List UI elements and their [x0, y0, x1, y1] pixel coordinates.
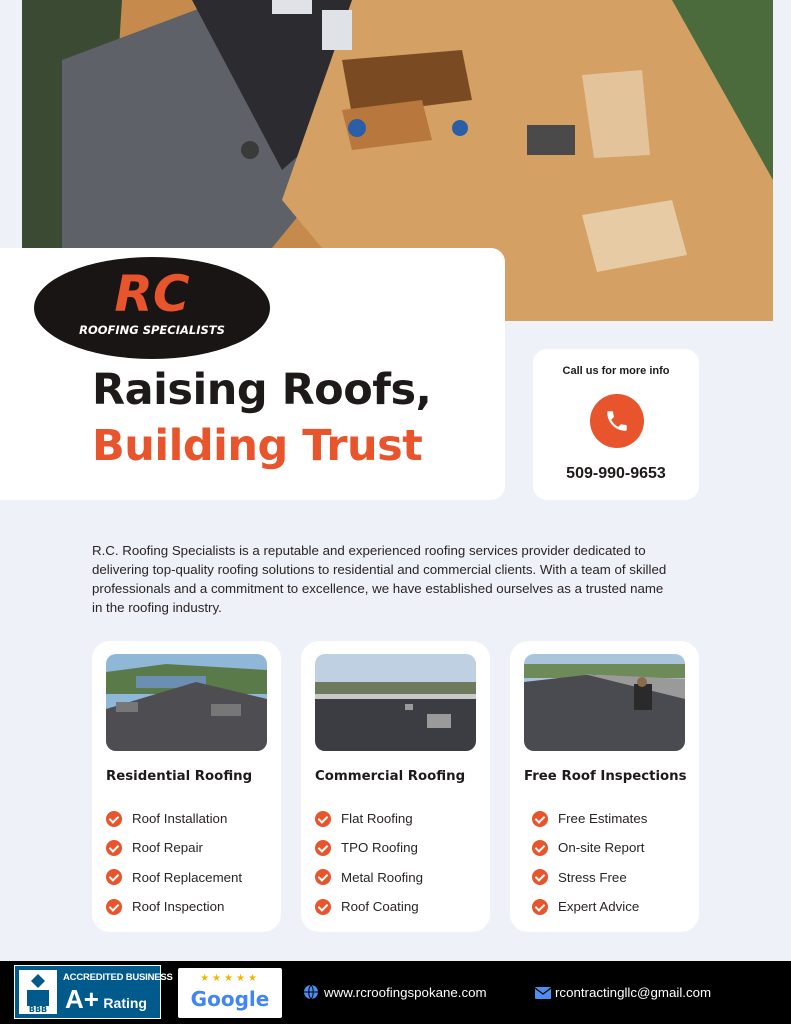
list-item: Expert Advice	[532, 892, 647, 921]
star-rating-icon: ★★★★★	[200, 973, 260, 984]
service-list	[106, 804, 242, 921]
service-card-residential	[92, 641, 281, 932]
page-title	[92, 362, 431, 474]
call-label: Call us for more info	[562, 365, 670, 377]
service-list	[532, 804, 647, 921]
check-icon	[532, 811, 548, 827]
service-title: Commercial Roofing	[315, 769, 466, 784]
check-icon	[532, 899, 548, 915]
check-icon	[315, 869, 331, 885]
bbb-badge	[14, 965, 173, 1019]
list-item: Roof Repair	[106, 833, 242, 862]
service-title: Free Roof Inspections	[524, 769, 687, 784]
service-title: Residential Roofing	[106, 769, 253, 784]
mail-icon	[535, 987, 551, 999]
list-item: Flat Roofing	[315, 804, 423, 833]
svg-text:Google: Google	[190, 987, 270, 1011]
phone-icon[interactable]	[590, 394, 644, 448]
bbb-rating-label: Rating	[103, 995, 147, 1011]
rc-roofing-logo	[33, 256, 271, 360]
list-item: Roof Installation	[106, 804, 242, 833]
globe-icon	[303, 984, 319, 1000]
bbb-logo-text: BBB	[28, 1005, 48, 1014]
google-wordmark	[178, 985, 282, 1019]
check-icon	[315, 840, 331, 856]
service-card-inspections	[510, 641, 699, 932]
bbb-logo-icon	[19, 970, 57, 1014]
list-item: On-site Report	[532, 833, 647, 862]
list-item: Roof Coating	[315, 892, 423, 921]
service-card-commercial	[301, 641, 490, 932]
list-item: TPO Roofing	[315, 833, 423, 862]
check-icon	[532, 840, 548, 856]
bbb-rating	[65, 984, 147, 1015]
check-icon	[106, 899, 122, 915]
commercial-roof-photo	[315, 654, 476, 751]
check-icon	[106, 811, 122, 827]
email-link[interactable]: rcontractingllc@gmail.com	[555, 985, 712, 1000]
bbb-grade: A+	[65, 984, 99, 1014]
list-item: Metal Roofing	[315, 863, 423, 892]
logo-subtitle: ROOFING SPECIALISTS	[79, 323, 225, 337]
check-icon	[532, 869, 548, 885]
headline-line-2: Building Trust	[92, 421, 423, 471]
website-link[interactable]: www.rcroofingspokane.com	[324, 985, 487, 1000]
phone-number[interactable]: 509-990-9653	[566, 465, 666, 482]
bbb-accredited-text: ACCREDITED BUSINESS	[63, 972, 173, 983]
logo-rc-text: RC	[114, 265, 190, 323]
google-review-badge	[178, 968, 282, 1018]
list-item: Roof Inspection	[106, 892, 242, 921]
headline-line-1: Raising Roofs,	[92, 365, 432, 415]
list-item: Roof Replacement	[106, 863, 242, 892]
check-icon	[106, 840, 122, 856]
check-icon	[315, 811, 331, 827]
check-icon	[106, 869, 122, 885]
intro-paragraph: R.C. Roofing Specialists is a reputable and experienced roofing services provider dedicated to delivering top-quality roofing solutions to residential and commercial clients. With a team of skilled professionals and a commitment to excellence, we have established ourselves as a trusted name in the roofing industry.	[92, 543, 667, 615]
list-item: Free Estimates	[532, 804, 647, 833]
list-item: Stress Free	[532, 863, 647, 892]
inspection-roof-photo	[524, 654, 685, 751]
call-card	[533, 349, 699, 500]
check-icon	[315, 899, 331, 915]
service-list	[315, 804, 423, 921]
residential-roof-photo	[106, 654, 267, 751]
